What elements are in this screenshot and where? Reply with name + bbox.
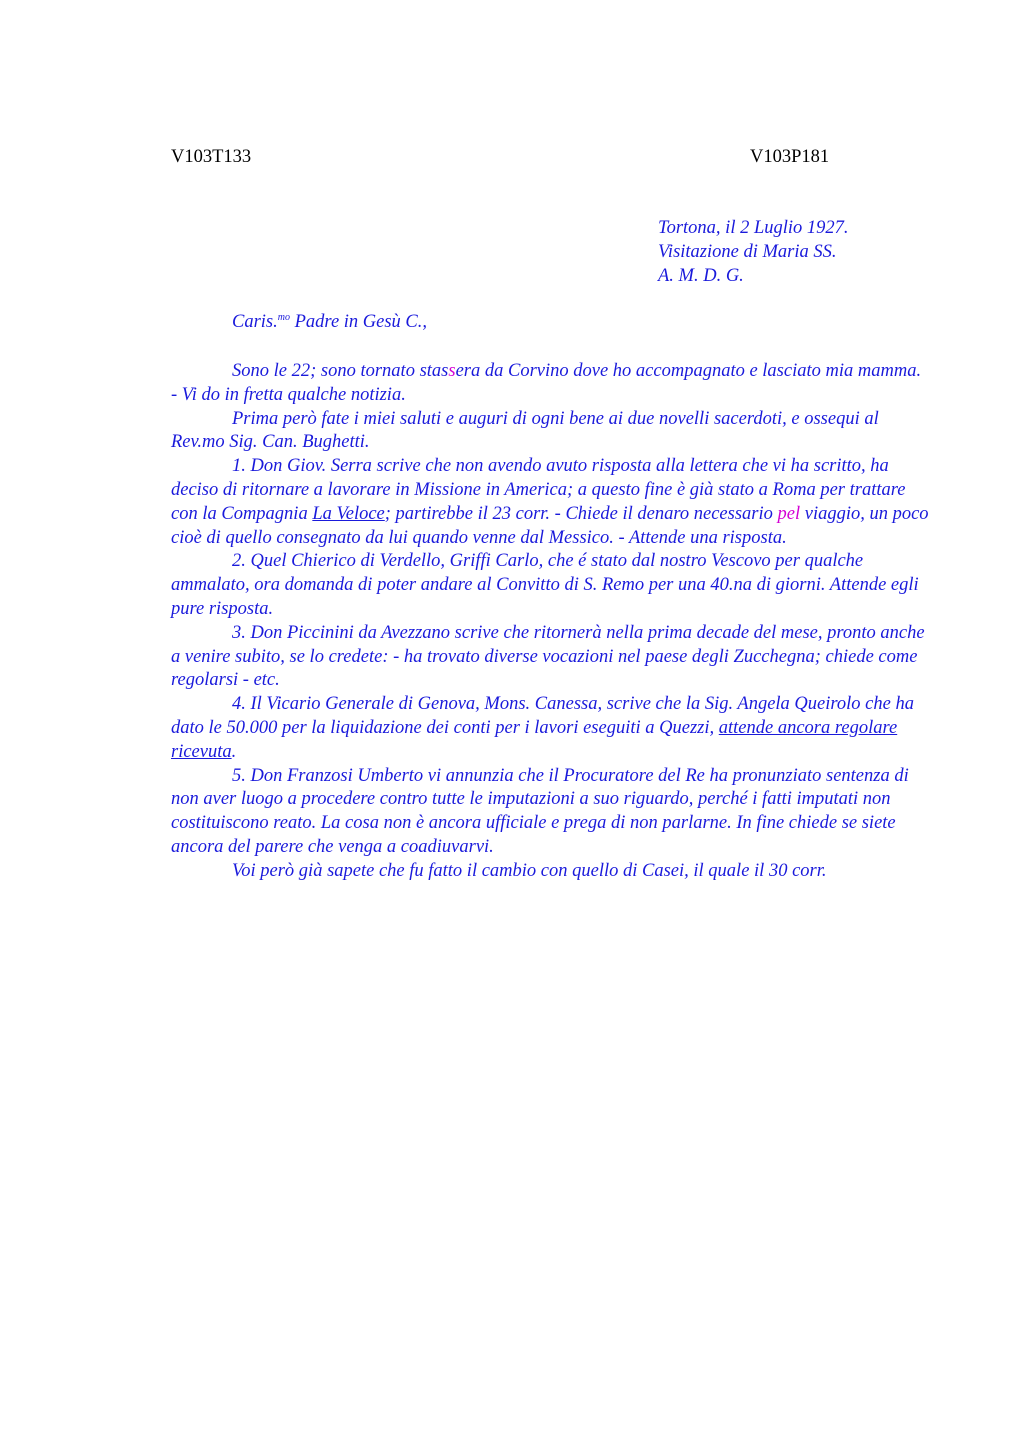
letter-heading bbox=[658, 216, 849, 288]
paragraph-item-4 bbox=[171, 693, 931, 764]
paragraph-item-4-text-a: 4. Il Vicario Generale di Genova, Mons. Canessa, scrive che la Sig. Angela Queirolo che ha dato le 50.000 per la liquidazione dei conti per i lavori eseguiti a Quezzi, bbox=[171, 694, 914, 738]
paragraph-greetings: Prima però fate i miei saluti e auguri di ogni bene ai due novelli sacerdoti, e ossequi al Rev.mo Sig. Can. Bughetti. bbox=[171, 408, 879, 453]
paragraph-item-3: 3. Don Piccinini da Avezzano scrive che ritornerà nella prima decade del mese, pronto anche a venire subito, se lo credete: - ha trovato diverse vocazioni nel paese degli Zucchegna; chiede come regolarsi - etc. bbox=[171, 622, 925, 691]
paragraph-item-1-text-a: 1. Don Giov. Serra scrive che non avendo avuto risposta alla lettera che vi ha scritto, ha deciso di ritornare a lavorare in Missione in America; a questo fine è già stato a Roma per trattare con la Compagnia bbox=[171, 456, 906, 524]
underlined-receipt-note: attende ancora regolare ricevuta bbox=[171, 717, 898, 762]
paragraph-item-5: 5. Don Franzosi Umberto vi annunzia che il Procuratore del Re ha pronunziato sentenza di non aver luogo a procedere contro tutte le imputazioni a suo riguardo, perché i fatti imputati non costituiscono reato. La cosa non è ancora ufficiale e prega di non parlarne. In fine chiede se siete ancora del parere che venga a coadiuvarvi. bbox=[171, 765, 909, 857]
highlighted-word: pel bbox=[777, 503, 801, 524]
paragraph-item-1-text-c: viaggio, un poco cioè di quello consegnato da lui quando venne dal Messico. - Attende una risposta. bbox=[171, 503, 929, 548]
document-code-right: V103P181 bbox=[750, 147, 830, 167]
letter-body bbox=[171, 360, 931, 884]
paragraph-item-2: 2. Quel Chierico di Verdello, Griffi Carlo, che é stato dal nostro Vescovo per qualche ammalato, ora domanda di poter andare al Convitto di S. Remo per una 40.na di giorni. Attende egli pure risposta. bbox=[171, 551, 919, 619]
paragraph-item-4-text-b: . bbox=[231, 741, 237, 762]
document-code-left: V103T133 bbox=[171, 147, 252, 167]
salutation bbox=[232, 312, 427, 333]
salutation-sup: mo bbox=[277, 312, 290, 323]
paragraph-item-1 bbox=[171, 455, 931, 550]
paragraph-intro-text-a: Sono le 22; sono tornato stas bbox=[232, 361, 449, 381]
paragraph-closing: Voi però già sapete che fu fatto il cambio con quello di Casei, il quale il 30 corr. bbox=[232, 860, 827, 881]
salutation-pre: Caris. bbox=[232, 312, 278, 332]
paragraph-item-1-text-b: ; partirebbe il 23 corr. - Chiede il denaro necessario bbox=[384, 503, 778, 524]
underlined-company-name: La Veloce bbox=[312, 503, 385, 524]
paragraph-intro bbox=[171, 360, 931, 408]
highlighted-letter: s bbox=[448, 361, 456, 381]
feast-line: Visitazione di Maria SS. bbox=[658, 242, 837, 262]
paragraph-intro-text-b: era da Corvino dove ho accompagnato e lasciato mia mamma. - Vi do in fretta qualche notizia. bbox=[171, 361, 922, 405]
place-date: Tortona, il 2 Luglio 1927. bbox=[658, 218, 849, 238]
motto-line: A. M. D. G. bbox=[658, 266, 744, 286]
salutation-post: Padre in Gesù C., bbox=[290, 312, 428, 332]
